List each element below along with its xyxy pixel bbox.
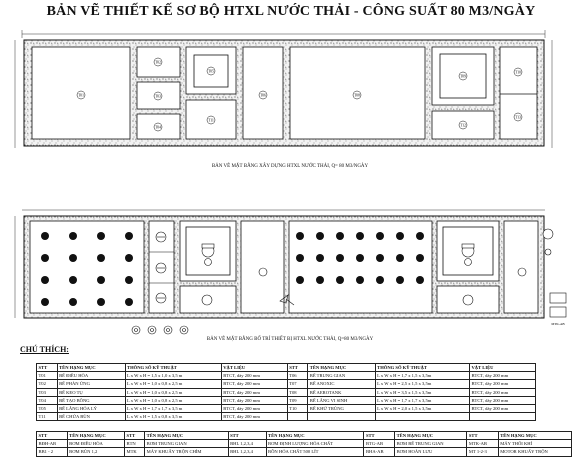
cell: BỂ KEO TỤ (57, 388, 125, 396)
table-row (37, 413, 536, 421)
col-header: STT (467, 432, 498, 440)
cell: T11 (37, 413, 58, 421)
cell: BỂ PHẢN ỨNG (57, 380, 125, 388)
cell: BTCT, dày 200 mm (221, 413, 287, 421)
col-header: TÊN HẠNG MỤC (498, 432, 571, 440)
table-row (37, 380, 536, 388)
cell: BHA-AB (364, 448, 395, 456)
svg-text:MTK-AB: MTK-AB (551, 322, 565, 326)
cell: BTCT, dày 200 mm (221, 388, 287, 396)
cell: L x W x H = 1,0 x 0,8 x 2,5 m (125, 380, 221, 388)
table-row (37, 372, 536, 380)
table-header (37, 432, 572, 440)
col-header: STT (37, 364, 58, 372)
svg-text:T12: T12 (460, 123, 466, 128)
tank-spec-table (36, 363, 536, 421)
construction-plan-caption: BẢN VẼ MẶT BẰNG XÂY DỰNG HTXL NƯỚC THẢI, Q= 80 M3/NGÀY (211, 164, 369, 169)
cell: BB1 - 2 (37, 448, 68, 456)
svg-text:T03: T03 (155, 94, 161, 99)
cell: T08 (287, 388, 308, 396)
cell: BỂ CHỨA BÙN (57, 413, 125, 421)
cell: MT 1-2-3 (467, 448, 498, 456)
cell: L x W x H = 2,5 x 1,5 x 3,5m (375, 380, 469, 388)
cell: MTK-AB (467, 440, 498, 448)
table-row (37, 396, 536, 404)
table-row (37, 404, 536, 412)
cell: L x W x H = 1,7 x 1,7 x 3,5 m (125, 404, 221, 412)
col-header: TÊN HẠNG MỤC (266, 432, 364, 440)
svg-text:T13: T13 (515, 115, 521, 120)
cell: T06 (287, 372, 308, 380)
equipment-plan-caption: BẢN VẼ MẶT BẰNG BỐ TRÍ THIẾT BỊ HTXL NƯỚC THẢI, Q=80 M3/NGÀY (206, 337, 374, 342)
cell (469, 413, 535, 421)
cell: BTN (125, 440, 145, 448)
cell: MOTOR KHUẤY TRỘN (498, 448, 571, 456)
cell: T09 (287, 396, 308, 404)
svg-text:T04: T04 (155, 125, 161, 130)
cell: BHL 1,2,3,4 (228, 448, 266, 456)
cell: BƠM BÙN 1,2 (67, 448, 124, 456)
col-header: STT (287, 364, 308, 372)
cell: L x W x H = 3,5 x 1,5 x 3,5m (375, 388, 469, 396)
cell (308, 413, 375, 421)
cell: BỂ LẮNG VI SINH (308, 396, 375, 404)
table-row (37, 388, 536, 396)
col-header: VẬT LIỆU (469, 364, 535, 372)
cell: L x W x H = 1,0 x 0,8 x 2,5 m (125, 388, 221, 396)
drawing-title: BẢN VẼ THIẾT KẾ SƠ BỘ HTXL NƯỚC THẢI - CÔNG SUẤT 80 M3/NGÀY (46, 4, 536, 19)
col-header: TÊN HẠNG MỤC (308, 364, 375, 372)
cell: BTCT, dày 200 mm (221, 380, 287, 388)
cell: BỂ AEROTANK (308, 388, 375, 396)
col-header: STT (125, 432, 145, 440)
svg-text:T06: T06 (260, 93, 266, 98)
svg-text:T10: T10 (515, 70, 521, 75)
cell: BƠM ĐIỀU HÒA (67, 440, 124, 448)
table-header (37, 364, 536, 372)
cell: MÁY KHUẤY TRỘN CHÌM (145, 448, 228, 456)
cell: L x W x H = 1,0 x 0,8 x 2,5 m (125, 396, 221, 404)
col-header: TÊN HẠNG MỤC (67, 432, 124, 440)
cell: BĐH-AB (37, 440, 68, 448)
cell: T07 (287, 380, 308, 388)
cell: BỂ TRUNG GIAN (308, 372, 375, 380)
col-header: STT (37, 432, 68, 440)
cell: BHL 1,2,3,4 (228, 440, 266, 448)
cell: BỂ KHỬ TRÙNG (308, 404, 375, 412)
col-header: THÔNG SỐ KỸ THUẬT (125, 364, 221, 372)
cell: BỒN HÓA CHẤT 500 LÍT (266, 448, 364, 456)
cell: L x W x H = 1,5 x 0,8 x 3,5 m (125, 413, 221, 421)
svg-text:T08: T08 (354, 93, 360, 98)
svg-text:T02: T02 (155, 60, 161, 65)
cell: BƠM ĐỊNH LƯỢNG HÓA CHẤT (266, 440, 364, 448)
cell: BỂ TẠO BÔNG (57, 396, 125, 404)
svg-text:T09: T09 (460, 74, 466, 79)
svg-text:T11: T11 (208, 118, 214, 123)
cell: T05 (37, 404, 58, 412)
cell (287, 413, 308, 421)
col-header: THÔNG SỐ KỸ THUẬT (375, 364, 469, 372)
equipment-table (36, 431, 572, 457)
cell: T10 (287, 404, 308, 412)
cell: T04 (37, 396, 58, 404)
cell: L x W x H = 1,7 x 1,7 x 3,5m (375, 396, 469, 404)
cell: T03 (37, 388, 58, 396)
cell: L x W x H = 1,7 x 1,5 x 3,5m (375, 372, 469, 380)
construction-plan (15, 30, 552, 148)
cell: BTCT, dày 200 mm (469, 372, 535, 380)
col-header: STT (364, 432, 395, 440)
col-header: TÊN HẠNG MỤC (57, 364, 125, 372)
cell: BỂ ĐIỀU HÒA (57, 372, 125, 380)
cell: BTCT, dày 200 mm (469, 380, 535, 388)
cell: BTCT, dày 200 mm (221, 372, 287, 380)
cell: BƠM BỂ TRUNG GIAN (395, 440, 467, 448)
table-row (37, 448, 572, 456)
cell: BƠM TRUNG GIAN (145, 440, 228, 448)
cell: L x W x H = 2,0 x 1,5 x 3,5m (375, 404, 469, 412)
equipment-plan (15, 210, 566, 334)
cell: T01 (37, 372, 58, 380)
cell: BỂ ANOXIC (308, 380, 375, 388)
table-row (37, 440, 572, 448)
cell: BTCT, dày 200 mm (469, 404, 535, 412)
cell: BTCT, dày 200 mm (221, 404, 287, 412)
cell: MÁY THỔI KHÍ (498, 440, 571, 448)
cell: BỂ LẮNG HÓA LÝ (57, 404, 125, 412)
col-header: TÊN HẠNG MỤC (145, 432, 228, 440)
svg-text:T05: T05 (208, 69, 214, 74)
col-header: VẬT LIỆU (221, 364, 287, 372)
cell: MTK (125, 448, 145, 456)
cell (375, 413, 469, 421)
cell: BTG-AB (364, 440, 395, 448)
legend-title: CHÚ THÍCH: (20, 345, 69, 354)
cell: BƠM HOÀN LƯU (395, 448, 467, 456)
col-header: STT (228, 432, 266, 440)
cell: BTCT, dày 200 mm (221, 396, 287, 404)
cell: BTCT, dày 200 mm (469, 388, 535, 396)
svg-text:T01: T01 (78, 93, 84, 98)
cell: T02 (37, 380, 58, 388)
cell: BTCT, dày 200 mm (469, 396, 535, 404)
cell: L x W x H = 1,5 x 1,0 x 3,5 m (125, 372, 221, 380)
col-header: TÊN HẠNG MỤC (395, 432, 467, 440)
